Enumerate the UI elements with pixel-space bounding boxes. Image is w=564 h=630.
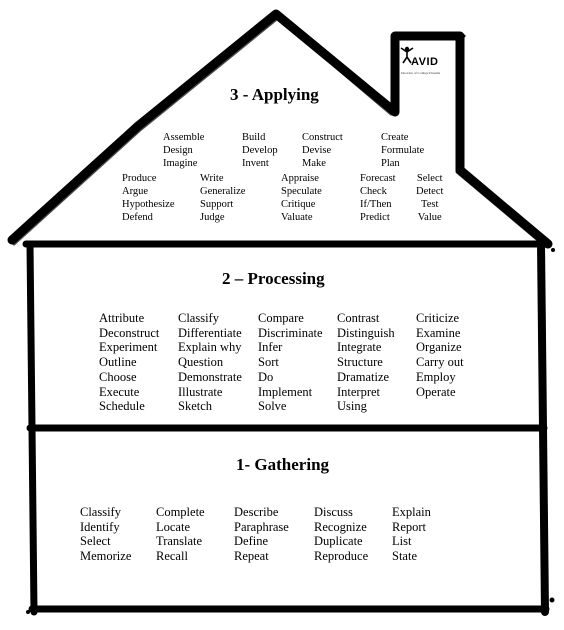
verb: Do [258, 369, 274, 384]
processing-title: 2 – Processing [222, 269, 325, 288]
applying-row1-col4 [381, 131, 424, 170]
verb: Develop [242, 145, 278, 156]
verb: Structure [337, 355, 383, 370]
applying-row2-col3 [281, 172, 322, 224]
verb: Argue [122, 186, 149, 197]
verb: Recognize [314, 519, 367, 534]
verb: Defend [122, 212, 153, 223]
verb: Generalize [200, 186, 246, 197]
verb: Translate [156, 534, 203, 549]
verb: Illustrate [178, 384, 223, 399]
applying-row1-col3 [302, 131, 343, 170]
verb: Execute [99, 384, 140, 399]
processing-col1 [99, 311, 159, 414]
roof-outline [12, 14, 548, 244]
verb: Duplicate [314, 534, 363, 549]
logo-brand: AVID [411, 56, 439, 68]
verb: Classify [178, 311, 219, 325]
applying-row1-col1 [163, 131, 204, 170]
verb: Speculate [281, 186, 322, 197]
verb: Complete [156, 505, 205, 519]
gathering-col5 [392, 505, 431, 564]
verb: Organize [416, 340, 462, 355]
verb: Devise [302, 145, 332, 156]
verb: Operate [416, 384, 456, 399]
verb: Judge [200, 212, 225, 223]
verb: Repeat [234, 549, 269, 564]
verb: Discuss [314, 505, 353, 519]
verb: Build [242, 132, 266, 143]
verb: Select [416, 173, 443, 184]
verb: Write [200, 173, 224, 184]
applying-row2-col5 [416, 172, 443, 224]
verb: Support [200, 199, 234, 210]
verb: Explain [392, 505, 431, 519]
processing-col3 [258, 311, 323, 414]
verb: Detect [416, 186, 444, 197]
processing-col4 [337, 311, 395, 414]
verb: Check [360, 186, 387, 197]
verb: Implement [258, 384, 313, 399]
verb: Criticize [416, 311, 460, 325]
verb: Schedule [99, 399, 145, 414]
gathering-col4 [314, 505, 368, 564]
verb: Define [234, 534, 269, 549]
verb: Predict [360, 212, 390, 223]
verb: Infer [258, 340, 283, 355]
verb: Explain why [178, 340, 242, 355]
verb: Assemble [163, 132, 205, 143]
verb: Create [381, 132, 409, 143]
applying-row2-col4 [360, 172, 396, 224]
verb: Formulate [381, 145, 425, 156]
applying-row2-col1 [122, 172, 175, 224]
applying-row1-col2 [242, 131, 278, 170]
verb: Dramatize [337, 369, 390, 384]
gathering-col2 [156, 505, 205, 564]
verb: Classify [80, 505, 121, 519]
verb: Make [302, 158, 326, 169]
verb: Paraphrase [234, 519, 289, 534]
verb: Attribute [99, 311, 145, 325]
verb: Design [163, 145, 193, 156]
verb: Experiment [99, 340, 158, 355]
verb: Recall [156, 549, 188, 564]
verb: Outline [99, 355, 137, 370]
applying-row2-col2 [200, 172, 245, 224]
verb: Hypothesize [122, 199, 175, 210]
verb: Identify [80, 519, 120, 534]
verb: Solve [258, 399, 287, 414]
verb: Test [421, 199, 439, 210]
verb: List [392, 534, 412, 549]
avid-logo [397, 44, 455, 84]
verb: Report [392, 519, 427, 534]
verb: Demonstrate [178, 369, 242, 384]
verb: Differentiate [178, 325, 242, 340]
verb: Invent [242, 158, 269, 169]
verb: Question [178, 355, 224, 370]
verb: Sketch [178, 399, 213, 414]
verb: Choose [99, 369, 137, 384]
processing-col2 [178, 311, 242, 414]
verb: Select [80, 534, 111, 549]
verb: Integrate [337, 340, 382, 355]
verb: Produce [122, 173, 157, 184]
verb: If/Then [360, 199, 392, 210]
processing-col5 [416, 311, 464, 399]
verb: Value [417, 212, 442, 223]
verb: Imagine [163, 158, 198, 169]
verb: Using [337, 399, 367, 414]
verb: Forecast [360, 173, 396, 184]
verb: Memorize [80, 549, 132, 564]
verb: State [392, 549, 417, 564]
verb: Contrast [337, 311, 380, 325]
verb: Compare [258, 311, 304, 325]
verb: Sort [258, 355, 279, 370]
gathering-col3 [234, 505, 289, 564]
verb: Deconstruct [99, 325, 160, 340]
verb: Critique [281, 199, 316, 210]
verb: Carry out [416, 355, 464, 370]
verb: Discriminate [258, 325, 323, 340]
verb: Appraise [281, 173, 319, 184]
gathering-title: 1- Gathering [236, 455, 330, 474]
verb: Examine [416, 325, 461, 340]
verb: Reproduce [314, 549, 369, 564]
verb: Employ [416, 369, 456, 384]
verb: Describe [234, 505, 279, 519]
verb: Valuate [281, 212, 313, 223]
verb: Distinguish [337, 325, 395, 340]
logo-tagline: Decades of College Dreams [401, 71, 441, 75]
verb: Interpret [337, 384, 381, 399]
applying-title: 3 - Applying [230, 85, 319, 104]
gathering-col1 [80, 505, 131, 564]
verb: Locate [156, 519, 191, 534]
verb: Plan [381, 158, 400, 169]
verb: Construct [302, 132, 343, 143]
